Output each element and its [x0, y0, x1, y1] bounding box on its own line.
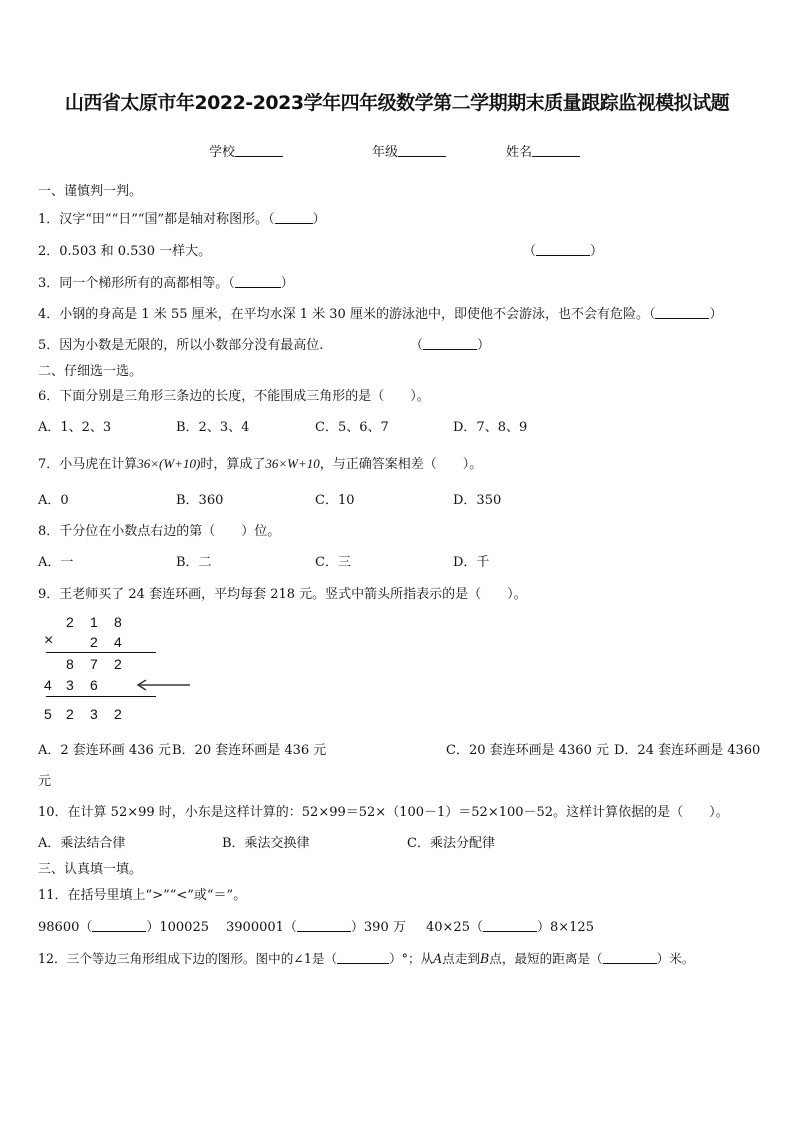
- question-6: 6．下面分别是三角形三条边的长度，不能围成三角形的是（ ）。: [38, 389, 430, 404]
- digit: 3: [90, 706, 98, 722]
- question-5: [38, 334, 323, 353]
- q8-option-c[interactable]: C．三: [315, 555, 351, 570]
- q7-option-a[interactable]: A．0: [38, 493, 69, 508]
- school-label: 学校: [209, 145, 236, 160]
- compare-right: ）390 万: [350, 920, 406, 935]
- school-field: [209, 141, 283, 160]
- question-3-text: 3．同一个梯形所有的高都相等。（: [38, 276, 235, 291]
- question-7: [38, 453, 482, 472]
- compare-blank-3[interactable]: [483, 919, 537, 932]
- digit: 8: [114, 614, 122, 630]
- expression-2: 36×W+10: [265, 456, 320, 471]
- q11-item-1: [38, 916, 209, 935]
- section-heading-1: 一、谨慎判一判。: [38, 184, 143, 199]
- name-label: 姓名: [506, 145, 533, 160]
- distance-blank[interactable]: [603, 951, 657, 964]
- digit: 2: [66, 614, 74, 630]
- paren-close: ）: [590, 244, 604, 259]
- digit: 8: [66, 656, 74, 672]
- answer-blank-5[interactable]: [423, 337, 477, 350]
- question-5-text: 5．因为小数是无限的，所以小数部分没有最高位.: [38, 338, 324, 353]
- grade-label: 年级: [372, 145, 399, 160]
- grade-field: [372, 141, 446, 160]
- digit: 2: [114, 656, 122, 672]
- question-8: 8．千分位在小数点右边的第（ ）位。: [38, 524, 281, 539]
- question-11: 11．在括号里填上“>”“<”或“＝”。: [38, 888, 247, 903]
- question-5-answer: [410, 334, 490, 353]
- q9-option-c[interactable]: C．20 套连环画是 4360 元: [446, 743, 609, 758]
- digit: 2: [66, 706, 74, 722]
- angle-blank[interactable]: [337, 951, 389, 964]
- compare-left: 40×25（: [426, 920, 483, 935]
- q8-option-d[interactable]: D．千: [453, 555, 490, 570]
- question-7-text-c: ，与正确答案相差（ ）。: [319, 457, 483, 472]
- expression-1: 36×(W+10): [137, 456, 201, 471]
- paren-close: ）: [477, 338, 491, 353]
- q11-item-3: [426, 916, 594, 935]
- question-1-close: ）: [312, 212, 326, 227]
- q8-option-b[interactable]: B．二: [176, 555, 212, 570]
- digit: 2: [114, 706, 122, 722]
- question-12-text-a: 12．三个等边三角形组成下边的图形。图中的∠1是（: [38, 951, 338, 966]
- q9-option-b[interactable]: B．20 套连环画是 436 元: [172, 743, 327, 758]
- point-a: A: [433, 951, 443, 966]
- name-blank[interactable]: [532, 144, 580, 157]
- school-blank[interactable]: [235, 144, 283, 157]
- q10-option-a[interactable]: A．乘法结合律: [38, 836, 126, 851]
- question-2-text: 2．0.503 和 0.530 一样大。: [38, 244, 212, 259]
- answer-blank-3[interactable]: [235, 275, 281, 288]
- q6-option-a[interactable]: A．1、2、3: [38, 420, 112, 435]
- question-12-text-c: 点走到: [442, 951, 481, 966]
- q11-item-2: [226, 916, 406, 935]
- q8-option-a[interactable]: A．一: [38, 555, 74, 570]
- calc-rule-2: [46, 696, 156, 697]
- compare-blank-1[interactable]: [92, 919, 146, 932]
- paren-close: ）: [280, 276, 294, 291]
- digit: 6: [90, 677, 98, 693]
- q6-option-b[interactable]: B．2、3、4: [176, 420, 250, 435]
- grade-blank[interactable]: [398, 144, 446, 157]
- question-12: [38, 948, 694, 967]
- question-3: [38, 272, 294, 291]
- point-b: B: [480, 951, 490, 966]
- question-4: [38, 303, 722, 322]
- paren-close: ）: [709, 307, 723, 322]
- compare-right: ）8×125: [536, 920, 594, 935]
- paren-open: （: [410, 338, 424, 353]
- answer-blank-2[interactable]: [536, 243, 590, 256]
- digit: 2: [90, 634, 98, 650]
- paren-open: （: [523, 244, 537, 259]
- digit: 4: [44, 677, 52, 693]
- answer-blank-4[interactable]: [655, 306, 709, 319]
- question-9: 9．王老师买了 24 套连环画，平均每套 218 元。竖式中箭头所指表示的是（ ）。: [38, 587, 527, 602]
- q7-option-b[interactable]: B．360: [176, 493, 224, 508]
- section-heading-3: 三、认真填一填。: [38, 862, 143, 877]
- question-12-text-d: 点，最短的距离是（: [489, 951, 603, 966]
- name-field: [506, 141, 580, 160]
- arrow-left-icon: [134, 678, 192, 692]
- digit: 7: [90, 656, 98, 672]
- question-12-text-b: ）°；从: [389, 951, 434, 966]
- section-heading-2: 二、仔细选一选。: [38, 364, 143, 379]
- compare-blank-2[interactable]: [297, 919, 351, 932]
- q7-option-d[interactable]: D．350: [453, 493, 502, 508]
- vertical-multiplication: [40, 610, 210, 728]
- question-12-text-e: ）米。: [656, 951, 695, 966]
- q9-option-a[interactable]: A．2 套连环画 436 元: [38, 743, 171, 758]
- digit: 5: [44, 706, 52, 722]
- calc-rule-1: [46, 652, 156, 653]
- q7-option-c[interactable]: C．10: [315, 493, 355, 508]
- digit: 4: [114, 634, 122, 650]
- q10-option-b[interactable]: B．乘法交换律: [222, 836, 310, 851]
- question-7-text-a: 7．小马虎在计算: [38, 457, 138, 472]
- question-2-answer: [523, 240, 603, 259]
- question-4-text: 4．小钢的身高是 1 米 55 厘米，在平均水深 1 米 30 厘米的游泳池中，即使他不会游泳，也不会有危险。（: [38, 307, 656, 322]
- times-sign: ×: [44, 632, 54, 649]
- question-7-text-b: 时，算成了: [200, 457, 266, 472]
- compare-left: 98600（: [38, 920, 93, 935]
- question-1: [38, 208, 326, 227]
- q9-option-d-wrap: 元: [38, 774, 52, 789]
- q10-option-c[interactable]: C．乘法分配律: [407, 836, 495, 851]
- digit: 3: [66, 677, 74, 693]
- page-title: 山西省太原市年2022-2023学年四年级数学第二学期期末质量跟踪监视模拟试题: [64, 92, 730, 114]
- digit: 1: [90, 614, 98, 630]
- q6-option-d[interactable]: D．7、8、9: [453, 420, 528, 435]
- question-1-text: 1．汉字“田”“日”“国”都是轴对称图形。（: [38, 212, 275, 227]
- compare-right: ）100025: [146, 920, 209, 935]
- answer-blank-1[interactable]: [275, 211, 313, 224]
- q9-option-d[interactable]: D．24 套连环画是 4360: [614, 743, 761, 758]
- q6-option-c[interactable]: C．5、6、7: [315, 420, 389, 435]
- question-10: 10．在计算 52×99 时，小东是这样计算的：52×99＝52×（100－1）＝52×100－52。这样计算依据的是（ ）。: [38, 805, 729, 820]
- compare-left: 3900001（: [226, 920, 297, 935]
- question-2: [38, 240, 211, 259]
